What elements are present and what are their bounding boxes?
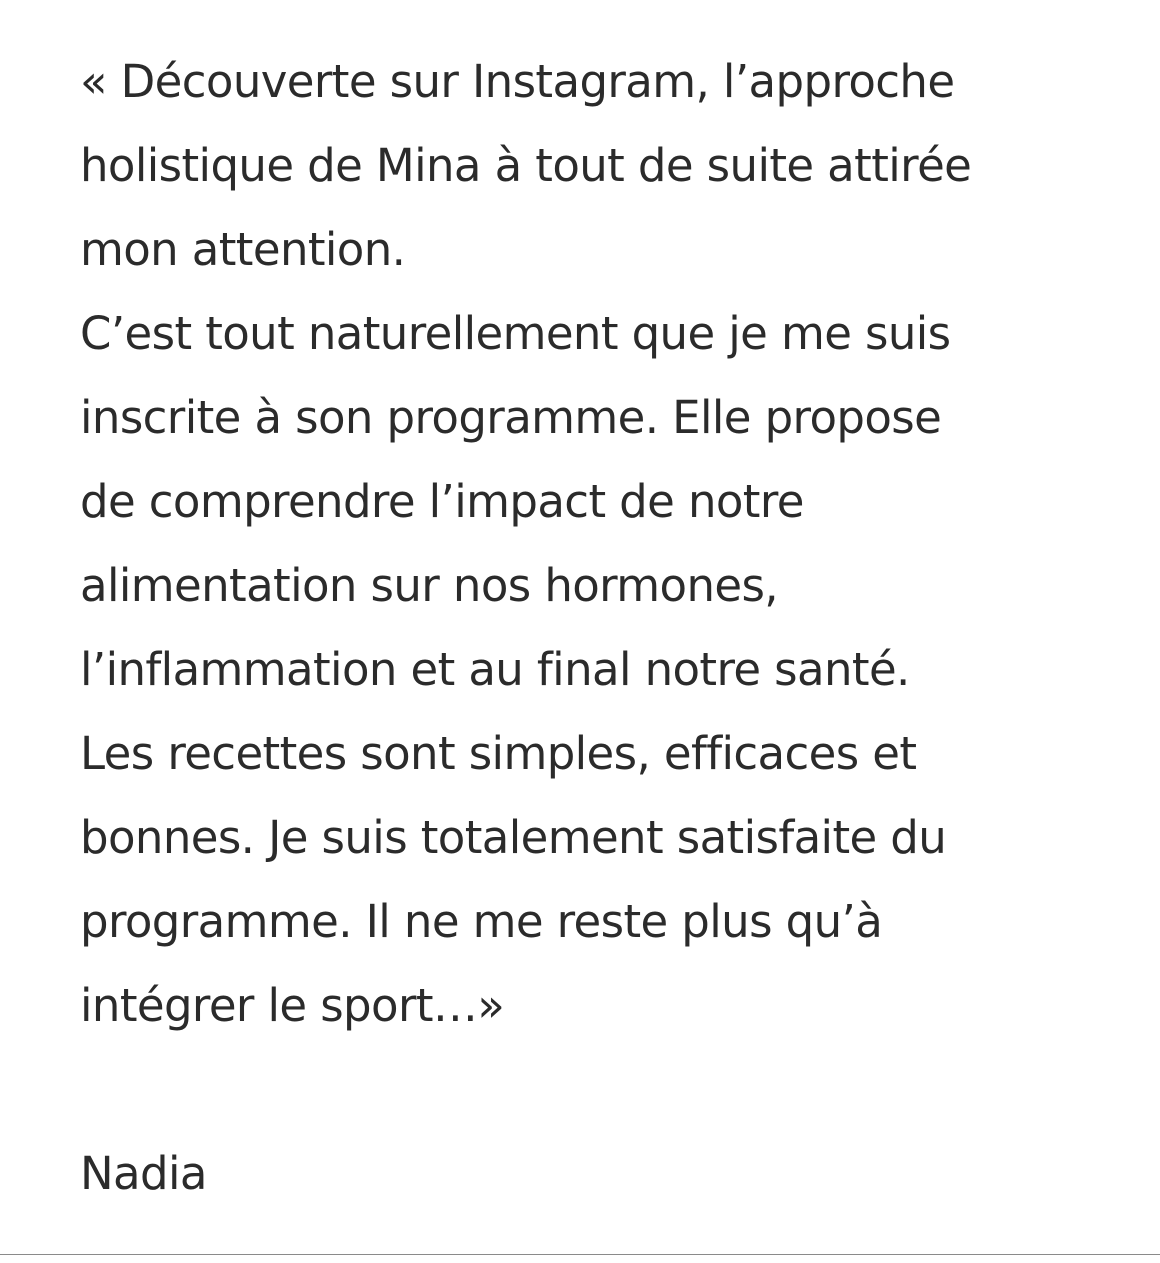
quote-line: l’inflammation et au final notre santé. [80, 643, 910, 696]
quote-line: mon attention. [80, 223, 406, 276]
quote-line: programme. Il ne me reste plus qu’à [80, 895, 883, 948]
quote-line: inscrite à son programme. Elle propose [80, 391, 942, 444]
quote-line: « Découverte sur Instagram, l’approche [80, 55, 955, 108]
quote-line: intégrer le sport…» [80, 979, 505, 1032]
testimonial-quote [80, 40, 1140, 1048]
quote-line: Les recettes sont simples, efficaces et [80, 727, 917, 780]
testimonial-author: Nadia [80, 1147, 207, 1200]
quote-line: de comprendre l’impact de notre [80, 475, 804, 528]
quote-line: bonnes. Je suis totalement satisfaite du [80, 811, 947, 864]
quote-line: C’est tout naturellement que je me suis [80, 307, 951, 360]
quote-line: holistique de Mina à tout de suite attirée [80, 139, 972, 192]
quote-line: alimentation sur nos hormones, [80, 559, 779, 612]
bottom-divider [0, 1254, 1160, 1255]
